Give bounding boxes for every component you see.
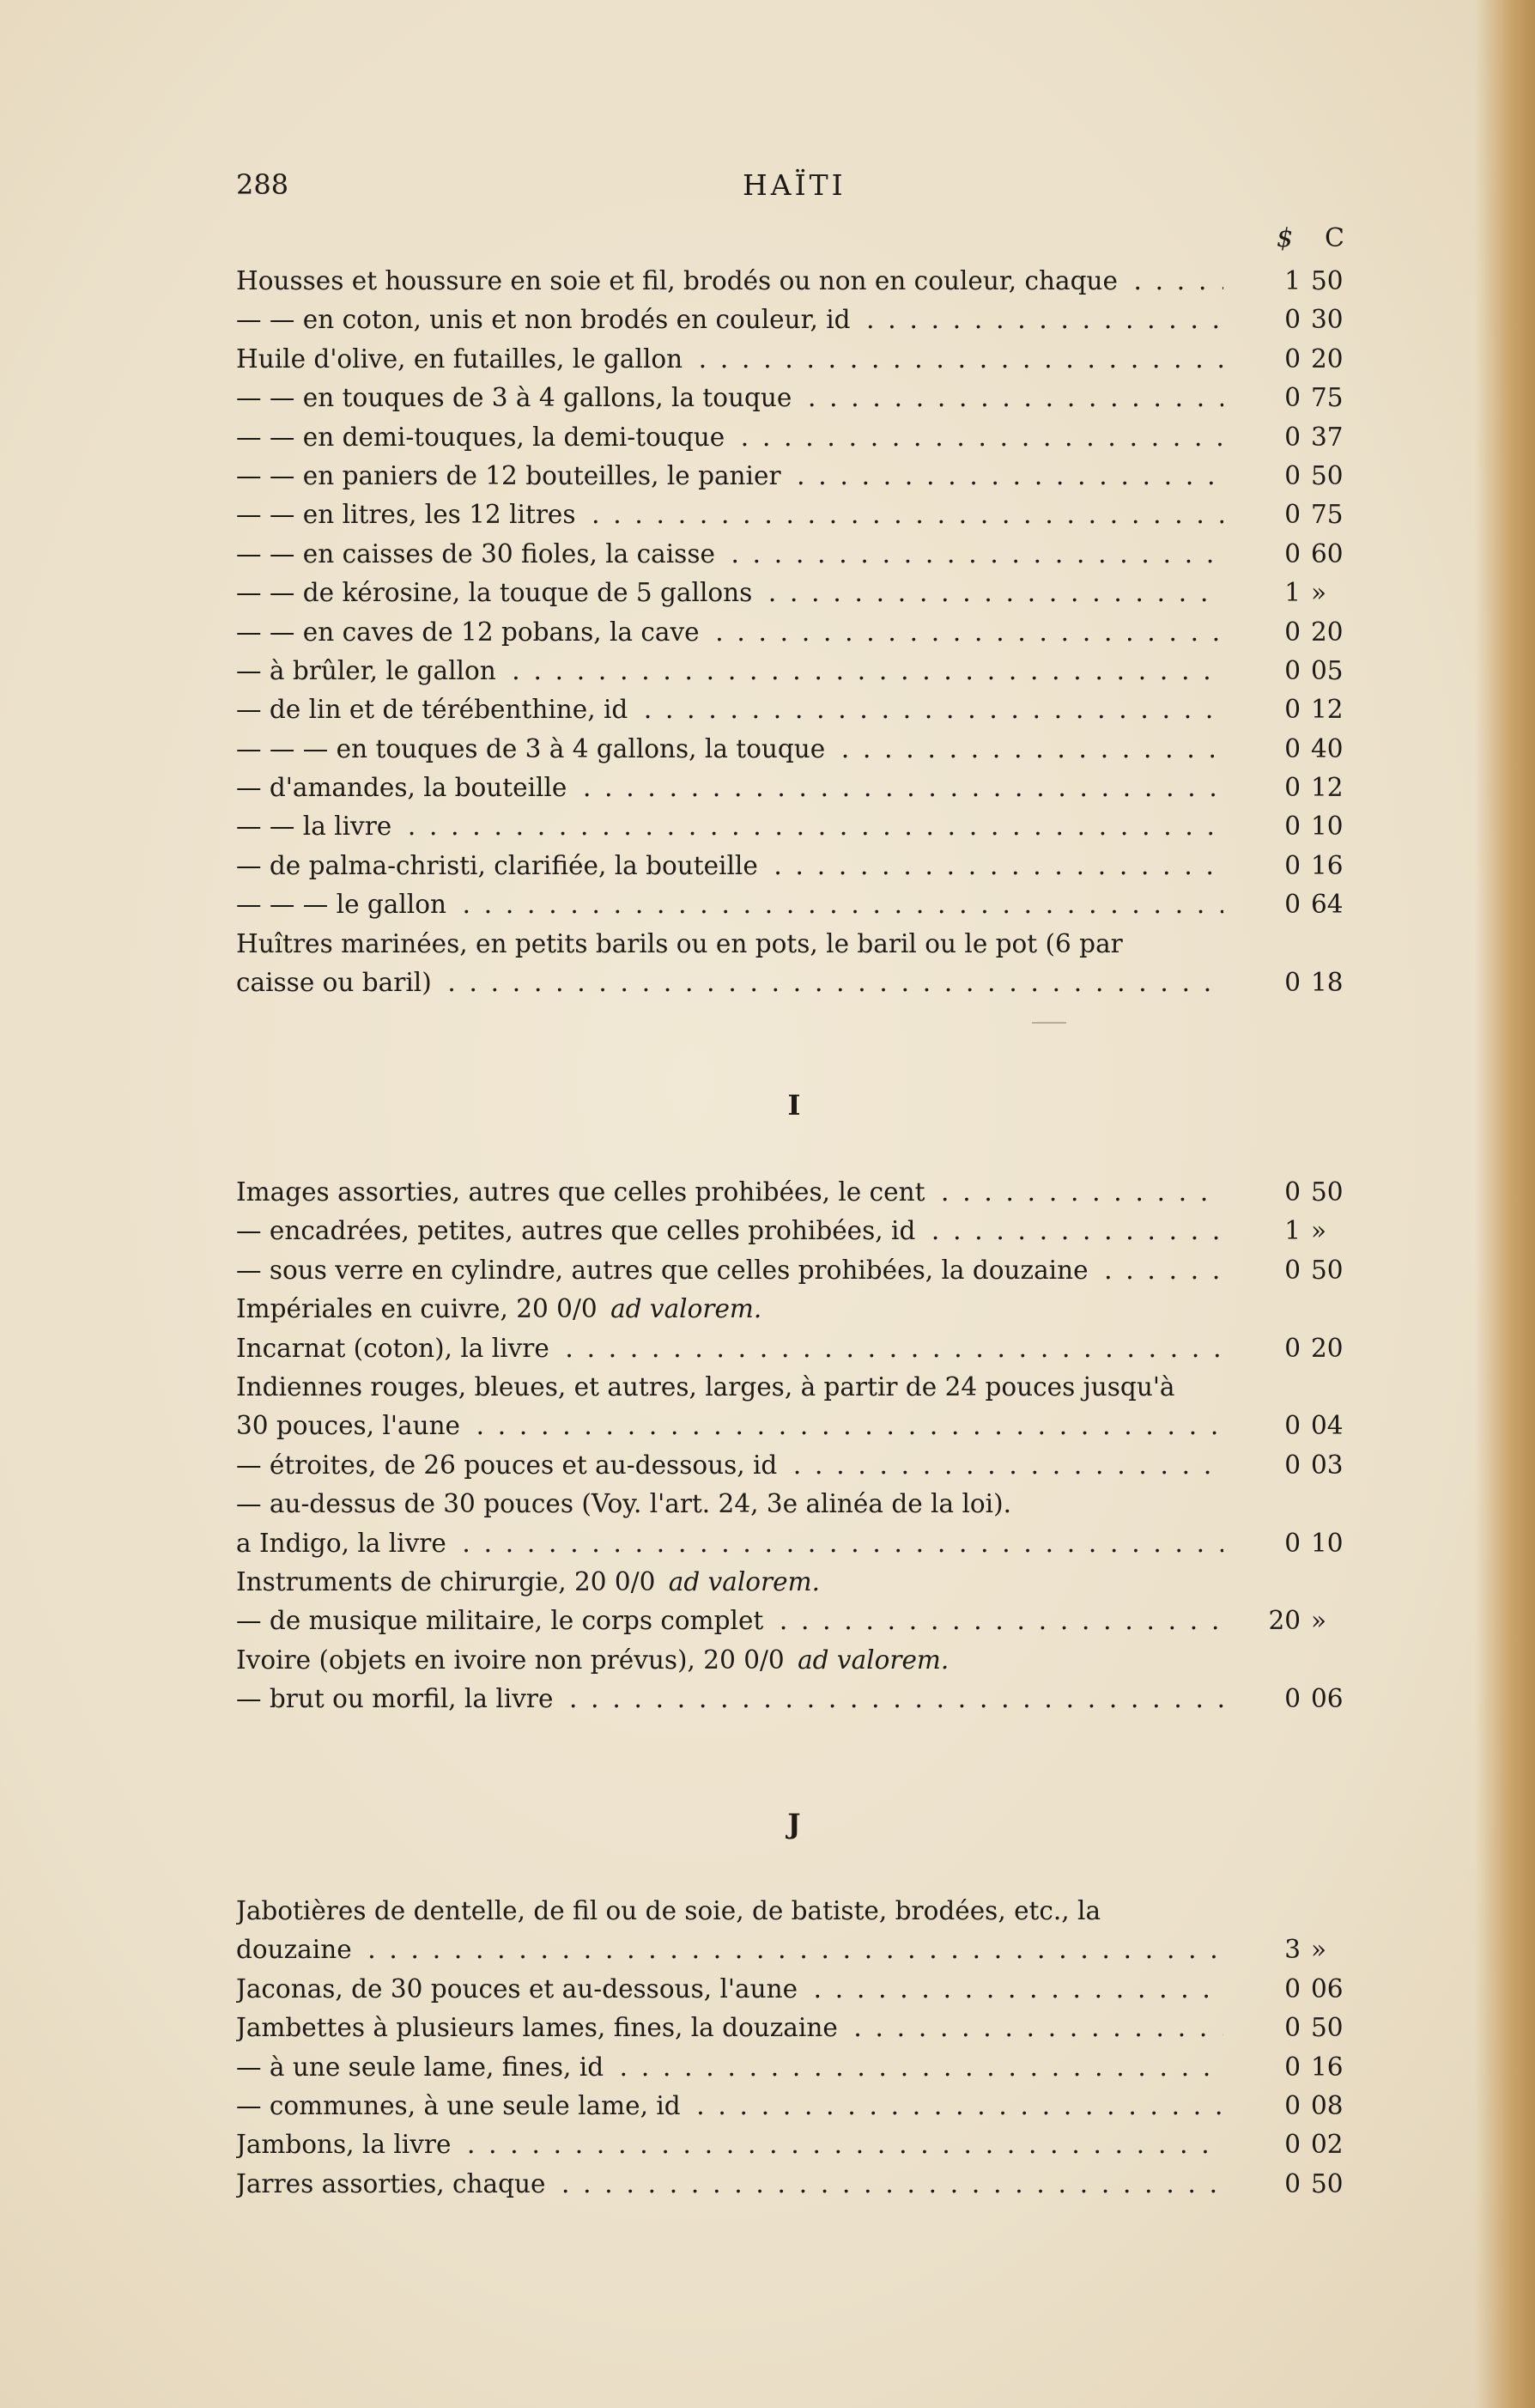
entry-label: — au-dessus de 30 pouces (Voy. l'art. 24, 3e alinéa de la loi). <box>236 1489 1011 1519</box>
tariff-entry <box>236 2125 1352 2164</box>
entry-description <box>236 730 1223 769</box>
entry-description <box>236 1329 1223 1368</box>
entry-label: — — — le gallon <box>236 890 447 920</box>
entry-description <box>236 1680 1223 1718</box>
entry-francs: 0 <box>1284 890 1301 920</box>
entry-description <box>236 535 1223 574</box>
tariff-entry <box>236 1446 1352 1485</box>
entry-description <box>236 340 1223 379</box>
entry-description <box>236 1524 1223 1563</box>
entry-cents: » <box>1311 578 1327 608</box>
entry-francs: 0 <box>1284 500 1301 530</box>
tariff-entry <box>236 1329 1352 1368</box>
entry-francs: 0 <box>1284 344 1301 374</box>
tariff-entry <box>236 2048 1352 2087</box>
entry-label: a Indigo, la livre <box>236 1528 446 1558</box>
entry-label: Ivoire (objets en ivoire non prévus), 20 0/0 <box>236 1645 785 1675</box>
entry-label: Jambettes à plusieurs lames, fines, la douzaine <box>236 2013 838 2043</box>
tariff-entry <box>236 2087 1352 2125</box>
entry-label: Instruments de chirurgie, 20 0/0 <box>236 1566 656 1596</box>
entry-label: Housses et houssure en soie et fil, brodés ou non en couleur, chaque <box>236 266 1118 295</box>
tariff-entry <box>236 457 1352 496</box>
entry-cents: 03 <box>1311 1450 1344 1480</box>
entry-description <box>236 1290 1223 1329</box>
entry-description <box>236 652 1223 690</box>
entry-description <box>236 2048 1223 2087</box>
entry-description <box>236 1251 1223 1290</box>
entry-label: — communes, à une seule lame, id <box>236 2090 681 2120</box>
entry-ad-valorem: ad valorem. <box>668 1566 820 1596</box>
entry-label: — de musique militaire, le corps complet <box>236 1606 764 1636</box>
tariff-entry <box>236 535 1352 574</box>
entry-label: Images assorties, autres que celles prohibées, le cent <box>236 1177 925 1207</box>
tariff-entry <box>236 496 1352 534</box>
tariff-entry <box>236 418 1352 457</box>
tariff-entry <box>236 925 1352 964</box>
entry-description <box>236 1563 1223 1602</box>
entry-cents: 37 <box>1311 422 1344 452</box>
entry-label: — — en caisses de 30 fioles, la caisse <box>236 538 715 569</box>
entry-cents: » <box>1311 1935 1327 1965</box>
entry-francs: 0 <box>1284 655 1301 685</box>
entry-description <box>236 1407 1223 1445</box>
entry-label: — — en paniers de 12 bouteilles, le panier <box>236 460 781 490</box>
entry-label: Impériales en cuivre, 20 0/0 <box>236 1294 598 1324</box>
entry-description <box>236 262 1223 301</box>
entry-label: — encadrées, petites, autres que celles prohibées, id <box>236 1216 916 1246</box>
entry-cents: 75 <box>1311 383 1344 413</box>
entry-description <box>236 1602 1223 1640</box>
entry-description <box>236 457 1223 496</box>
entry-label: — — en touques de 3 à 4 gallons, la touque <box>236 383 792 413</box>
entry-cents: 05 <box>1311 655 1344 685</box>
entry-francs: 0 <box>1284 812 1301 842</box>
entry-francs: 1 <box>1284 1216 1301 1246</box>
entry-label: 30 pouces, l'aune <box>236 1411 461 1441</box>
entry-description <box>236 1892 1223 1931</box>
entry-cents: 50 <box>1311 1177 1344 1207</box>
entry-description <box>236 925 1223 964</box>
tariff-entry <box>236 690 1352 729</box>
entry-francs: 0 <box>1284 2090 1301 2120</box>
tariff-entry <box>236 847 1352 885</box>
entry-francs: 0 <box>1284 968 1301 998</box>
entry-cents: 50 <box>1311 2168 1344 2198</box>
entry-cents: 60 <box>1311 538 1344 569</box>
entry-description <box>236 613 1223 652</box>
tariff-entry <box>236 340 1352 379</box>
entry-francs: 0 <box>1284 2013 1301 2043</box>
entry-description <box>236 1173 1223 1212</box>
entry-cents: 02 <box>1311 2130 1344 2160</box>
entry-cents: 10 <box>1311 812 1344 842</box>
tariff-entry <box>236 1602 1352 1640</box>
entry-cents: 10 <box>1311 1528 1344 1558</box>
tariff-entry <box>236 1641 1352 1680</box>
entry-description <box>236 496 1223 534</box>
entry-description <box>236 379 1223 417</box>
entry-cents: » <box>1311 1216 1327 1246</box>
tariff-entry <box>236 652 1352 690</box>
tariff-entry <box>236 1892 1352 1931</box>
tariff-entry <box>236 1931 1352 1969</box>
tariff-entry <box>236 1212 1352 1250</box>
section-j-list <box>236 1892 1352 2204</box>
entry-label: caisse ou baril) <box>236 968 432 998</box>
entry-label: Jambons, la livre <box>236 2130 452 2160</box>
column-header-francs: $ <box>1277 223 1294 253</box>
entry-description <box>236 301 1223 339</box>
entry-cents: 20 <box>1311 617 1344 647</box>
entry-description <box>236 885 1223 924</box>
entry-label: — sous verre en cylindre, autres que celles prohibées, la douzaine <box>236 1255 1089 1285</box>
entry-description <box>236 1485 1223 1523</box>
entry-label: — — la livre <box>236 812 392 842</box>
tariff-entry <box>236 2009 1352 2047</box>
tariff-entry <box>236 1485 1352 1523</box>
entry-francs: 0 <box>1284 695 1301 725</box>
entry-description <box>236 807 1223 846</box>
tariff-entry <box>236 1407 1352 1445</box>
entry-ad-valorem: ad valorem. <box>610 1294 762 1324</box>
entry-label: Huîtres marinées, en petits barils ou en pots, le baril ou le pot (6 par <box>236 928 1123 958</box>
entry-label: — — en caves de 12 pobans, la cave <box>236 617 700 647</box>
entry-description <box>236 1931 1223 1969</box>
tariff-entry <box>236 769 1352 807</box>
entry-cents: 30 <box>1311 305 1344 335</box>
entry-label: — brut ou morfil, la livre <box>236 1684 554 1714</box>
column-header-cents: C <box>1325 223 1344 253</box>
tariff-entry <box>236 1524 1352 1563</box>
entry-description <box>236 574 1223 612</box>
entry-description <box>236 1212 1223 1250</box>
entry-cents: 50 <box>1311 2013 1344 2043</box>
entry-label: — étroites, de 26 pouces et au-dessous, id <box>236 1450 778 1480</box>
entry-cents: 12 <box>1311 695 1344 725</box>
entry-description <box>236 1446 1223 1485</box>
entry-francs: 0 <box>1284 617 1301 647</box>
entry-label: Indiennes rouges, bleues, et autres, larges, à partir de 24 pouces jusqu'à <box>236 1371 1175 1402</box>
tariff-entry <box>236 379 1352 417</box>
tariff-entry <box>236 1173 1352 1212</box>
entry-cents: 50 <box>1311 1255 1344 1285</box>
tariff-entry <box>236 1368 1352 1407</box>
page-header <box>236 168 1352 253</box>
entry-label: — — en litres, les 12 litres <box>236 500 576 530</box>
entry-label: Jarres assorties, chaque <box>236 2168 546 2198</box>
entry-label: — de palma-christi, clarifiée, la bouteille <box>236 850 758 880</box>
entry-description <box>236 418 1223 457</box>
entry-francs: 3 <box>1284 1935 1301 1965</box>
entry-label: — — de kérosine, la touque de 5 gallons <box>236 578 753 608</box>
entry-description <box>236 2009 1223 2047</box>
entry-francs: 0 <box>1284 460 1301 490</box>
entry-label: — de lin et de térébenthine, id <box>236 695 628 725</box>
tariff-entry <box>236 613 1352 652</box>
tariff-entry <box>236 885 1352 924</box>
entry-description <box>236 1641 1223 1680</box>
section-letter-j: J <box>787 1808 801 1840</box>
entry-cents: 64 <box>1311 890 1344 920</box>
entry-label: — à une seule lame, fines, id <box>236 2052 604 2082</box>
entry-francs: 0 <box>1284 305 1301 335</box>
page-number: 288 <box>236 168 289 201</box>
entry-ad-valorem: ad valorem. <box>798 1645 950 1675</box>
entry-cents: 75 <box>1311 500 1344 530</box>
tariff-entry <box>236 730 1352 769</box>
entry-francs: 0 <box>1284 2052 1301 2082</box>
entry-cents: 40 <box>1311 733 1344 763</box>
tariff-entry <box>236 1563 1352 1602</box>
entry-description <box>236 2087 1223 2125</box>
entry-description <box>236 1970 1223 2009</box>
entry-label: Jaconas, de 30 pouces et au-dessous, l'aune <box>236 1973 798 2004</box>
tariff-entry <box>236 574 1352 612</box>
entry-label: — — — en touques de 3 à 4 gallons, la touque <box>236 733 826 763</box>
section-h-list <box>236 262 1352 1002</box>
entry-francs: 0 <box>1284 1450 1301 1480</box>
entry-francs: 0 <box>1284 773 1301 803</box>
entry-label: Incarnat (coton), la livre <box>236 1333 549 1363</box>
entry-description <box>236 964 1223 1002</box>
entry-description <box>236 847 1223 885</box>
entry-cents: 50 <box>1311 460 1344 490</box>
entry-label: douzaine <box>236 1935 352 1965</box>
entry-francs: 0 <box>1284 2168 1301 2198</box>
entry-francs: 0 <box>1284 1177 1301 1207</box>
entry-francs: 0 <box>1284 1333 1301 1363</box>
entry-francs: 0 <box>1284 733 1301 763</box>
page-edge-shadow <box>1475 0 1535 2408</box>
entry-label: Huile d'olive, en futailles, le gallon <box>236 344 683 374</box>
tariff-entry <box>236 262 1352 301</box>
tariff-entry <box>236 807 1352 846</box>
tariff-entry <box>236 301 1352 339</box>
entry-cents: 16 <box>1311 2052 1344 2082</box>
entry-francs: 0 <box>1284 1528 1301 1558</box>
entry-label: — à brûler, le gallon <box>236 655 496 685</box>
entry-cents: 20 <box>1311 344 1344 374</box>
entry-cents: 20 <box>1311 1333 1344 1363</box>
entry-label: — — en coton, unis et non brodés en couleur, id <box>236 305 851 335</box>
entry-description <box>236 690 1223 729</box>
entry-cents: 50 <box>1311 266 1344 295</box>
entry-francs: 0 <box>1284 850 1301 880</box>
running-title: HAÏTI <box>743 168 846 202</box>
tariff-entry <box>236 1251 1352 1290</box>
entry-label: — — en demi-touques, la demi-touque <box>236 422 725 452</box>
entry-cents: » <box>1311 1606 1327 1636</box>
entry-francs: 1 <box>1284 266 1301 295</box>
entry-label: Jabotières de dentelle, de fil ou de soie, de batiste, brodées, etc., la <box>236 1896 1101 1925</box>
tariff-entry <box>236 1290 1352 1329</box>
entry-cents: 18 <box>1311 968 1344 998</box>
entry-cents: 16 <box>1311 850 1344 880</box>
entry-cents: 12 <box>1311 773 1344 803</box>
tariff-entry <box>236 964 1352 1002</box>
entry-francs: 0 <box>1284 1255 1301 1285</box>
entry-description <box>236 2125 1223 2164</box>
entry-francs: 0 <box>1284 383 1301 413</box>
section-i-list <box>236 1173 1352 1718</box>
entry-description <box>236 769 1223 807</box>
entry-francs: 20 <box>1268 1606 1301 1636</box>
column-rule <box>1032 1022 1066 1024</box>
tariff-entry <box>236 1680 1352 1718</box>
tariff-entry <box>236 1970 1352 2009</box>
entry-cents: 06 <box>1311 1684 1344 1714</box>
section-letter-i: I <box>787 1089 801 1122</box>
entry-description <box>236 1368 1223 1407</box>
entry-cents: 06 <box>1311 1973 1344 2004</box>
entry-francs: 0 <box>1284 1684 1301 1714</box>
entry-francs: 0 <box>1284 1411 1301 1441</box>
entry-cents: 08 <box>1311 2090 1344 2120</box>
tariff-entry <box>236 2165 1352 2204</box>
entry-cents: 04 <box>1311 1411 1344 1441</box>
entry-label: — d'amandes, la bouteille <box>236 773 567 803</box>
entry-francs: 0 <box>1284 2130 1301 2160</box>
entry-francs: 0 <box>1284 422 1301 452</box>
entry-francs: 1 <box>1284 578 1301 608</box>
entry-description <box>236 2165 1223 2204</box>
entry-francs: 0 <box>1284 1973 1301 2004</box>
entry-francs: 0 <box>1284 538 1301 569</box>
